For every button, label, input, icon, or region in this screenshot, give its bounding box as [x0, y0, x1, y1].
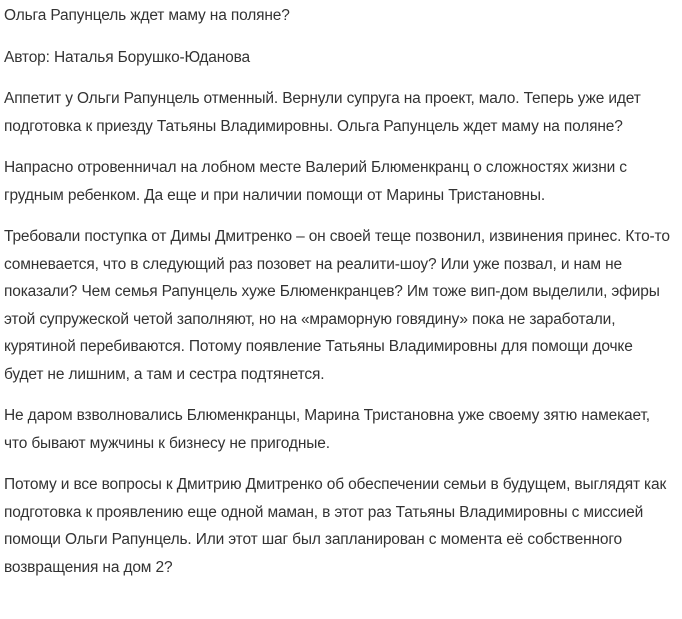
article-paragraph-4: Не даром взволновались Блюменкранцы, Марина Тристановна уже своему зятю намекает, что бывают мужчины к бизнесу не пригодные.	[4, 407, 650, 452]
article-paragraph-1: Аппетит у Ольги Рапунцель отменный. Вернули супруга на проект, мало. Теперь уже идет подготовка к приезду Татьяны Владимировны. Ольга Рапунцель ждет маму на поляне?	[4, 90, 641, 135]
article-author: Автор: Наталья Борушко-Юданова	[4, 48, 250, 66]
article-paragraph-3: Требовали поступка от Димы Дмитренко – он своей теще позвонил, извинения принес. Кто-то сомневается, что в следующий раз позовет на реалити-шоу? Или уже позвал, и нам не показали? Чем семья Рапунцель хуже Блюменкранцев? Им тоже вип-дом выделили, эфиры этой супружеской четой заполняют, но на «мраморную говядину» пока не заработали, курятиной перебиваются. Потому появление Татьяны Владимировны для помощи дочке будет не лишним, а там и сестра подтянется.	[4, 228, 670, 383]
article-paragraph-2: Напрасно отровенничал на лобном месте Валерий Блюменкранц о сложностях жизни с грудным ребенком. Да еще и при наличии помощи от Марины Тристановны.	[4, 159, 627, 204]
article-paragraph-5: Потому и все вопросы к Дмитрию Дмитренко об обеспечении семьи в будущем, выглядят как подготовка к проявлению еще одной маман, в этот раз Татьяны Владимировны с миссией помощи Ольги Рапунцель. Или этот шаг был запланирован с момента её собственного возвращения на дом 2?	[4, 476, 667, 576]
article-title: Ольга Рапунцель ждет маму на поляне?	[4, 7, 290, 24]
